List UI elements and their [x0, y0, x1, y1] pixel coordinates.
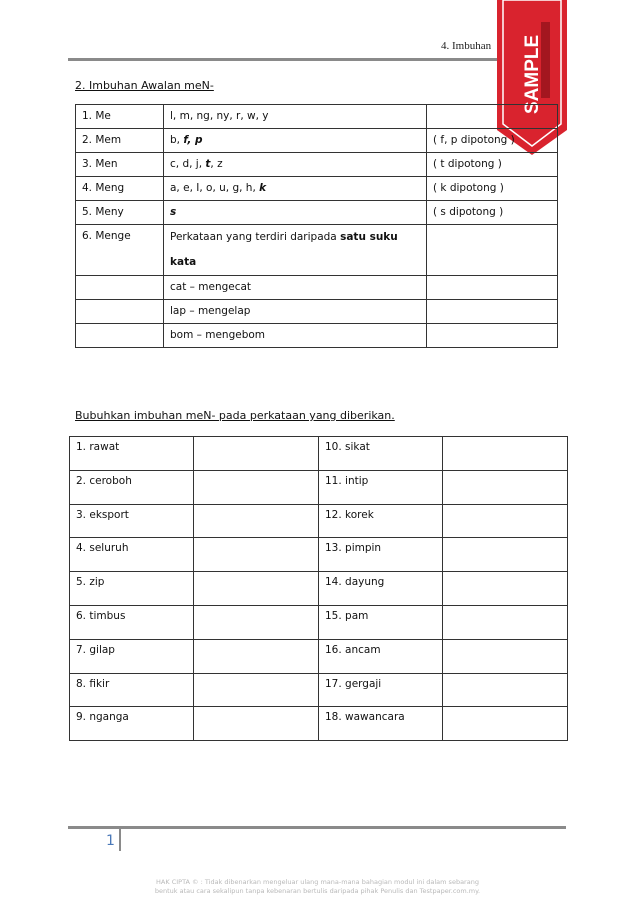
word-cell: 12. korek — [319, 504, 443, 538]
answer-cell[interactable] — [443, 673, 568, 707]
table-row — [70, 673, 568, 707]
letters-cell — [164, 177, 427, 201]
section2-heading: Bubuhkan imbuhan meN- pada perkataan yang diberikan. — [75, 409, 395, 422]
prefix-cell: 3. Men — [76, 153, 164, 177]
letters-tail: , z — [210, 158, 223, 170]
word-cell: 9. nganga — [70, 707, 194, 741]
letters-cell — [164, 201, 427, 225]
word-cell: 3. eksport — [70, 504, 194, 538]
exercise-table — [69, 436, 568, 741]
note-cell — [427, 225, 558, 276]
table-row — [76, 177, 558, 201]
note-cell: ( t dipotong ) — [427, 153, 558, 177]
copyright-notice — [0, 878, 635, 896]
word-cell: 2. ceroboh — [70, 470, 194, 504]
answer-cell[interactable] — [194, 538, 319, 572]
word-cell: 4. seluruh — [70, 538, 194, 572]
header-divider — [68, 58, 566, 61]
answer-cell[interactable] — [443, 437, 568, 471]
example-cell: bom – mengebom — [164, 324, 427, 348]
word-cell: 6. timbus — [70, 605, 194, 639]
letters-plain: a, e, I, o, u, g, h, — [170, 182, 260, 194]
awalan-table — [75, 104, 558, 348]
table-row — [76, 153, 558, 177]
table-row — [76, 225, 558, 276]
letters-bold: k — [259, 182, 267, 194]
table-row — [70, 572, 568, 606]
answer-cell[interactable] — [443, 639, 568, 673]
answer-cell[interactable] — [443, 572, 568, 606]
copyright-line: bentuk atau cara sekalipun tanpa kebenaran bertulis daripada pihak Penulis dan Testpaper.com.my. — [154, 887, 481, 895]
table-row — [70, 504, 568, 538]
table-row — [76, 201, 558, 225]
prefix-cell: 1. Me — [76, 105, 164, 129]
table-row — [70, 605, 568, 639]
answer-cell[interactable] — [443, 605, 568, 639]
word-cell: 14. dayung — [319, 572, 443, 606]
letters-plain: b, — [170, 134, 184, 146]
page-number-divider — [119, 829, 121, 851]
word-cell: 8. fikir — [70, 673, 194, 707]
answer-cell[interactable] — [194, 605, 319, 639]
word-cell: 11. intip — [319, 470, 443, 504]
word-cell: 16. ancam — [319, 639, 443, 673]
word-cell: 10. sikat — [319, 437, 443, 471]
answer-cell[interactable] — [194, 437, 319, 471]
word-cell: 18. wawancara — [319, 707, 443, 741]
note-cell — [427, 276, 558, 300]
answer-cell[interactable] — [194, 470, 319, 504]
page-number: 1 — [106, 833, 115, 849]
prefix-cell — [76, 324, 164, 348]
prefix-cell: 4. Meng — [76, 177, 164, 201]
prefix-cell — [76, 300, 164, 324]
answer-cell[interactable] — [443, 707, 568, 741]
note-cell — [427, 324, 558, 348]
letters-plain: Perkataan yang terdiri daripada — [170, 231, 341, 243]
table-row — [76, 300, 558, 324]
prefix-cell: 6. Menge — [76, 225, 164, 276]
letters-cell — [164, 153, 427, 177]
prefix-cell: 2. Mem — [76, 129, 164, 153]
letters-bold: t — [205, 158, 211, 170]
answer-cell[interactable] — [194, 639, 319, 673]
word-cell: 17. gergaji — [319, 673, 443, 707]
letters-cell — [164, 225, 427, 276]
example-cell: lap – mengelap — [164, 300, 427, 324]
answer-cell[interactable] — [194, 504, 319, 538]
table-row — [76, 105, 558, 129]
prefix-cell — [76, 276, 164, 300]
answer-cell[interactable] — [443, 470, 568, 504]
answer-cell[interactable] — [443, 538, 568, 572]
word-cell: 13. pimpin — [319, 538, 443, 572]
note-cell — [427, 105, 558, 129]
word-cell: 7. gilap — [70, 639, 194, 673]
table-row — [70, 538, 568, 572]
table-row — [76, 129, 558, 153]
answer-cell[interactable] — [194, 572, 319, 606]
letters-cell: l, m, ng, ny, r, w, y — [164, 105, 427, 129]
page-header-title: 4. Imbuhan — [441, 40, 492, 52]
note-cell: ( f, p dipotong ) — [427, 129, 558, 153]
letters-cell — [164, 129, 427, 153]
note-cell — [427, 300, 558, 324]
word-cell: 15. pam — [319, 605, 443, 639]
word-cell: 5. zip — [70, 572, 194, 606]
letters-bold: s — [170, 206, 177, 218]
note-cell: ( k dipotong ) — [427, 177, 558, 201]
answer-cell[interactable] — [194, 673, 319, 707]
copyright-line: HAK CIPTA © : Tidak dibenarkan mengeluar ulang mana-mana bahagian modul ini dalam sebarang — [156, 878, 479, 886]
answer-cell[interactable] — [194, 707, 319, 741]
answer-cell[interactable] — [443, 504, 568, 538]
table-row — [70, 639, 568, 673]
prefix-cell: 5. Meny — [76, 201, 164, 225]
table-row — [76, 324, 558, 348]
letters-plain: c, d, j, — [170, 158, 206, 170]
table-row — [70, 470, 568, 504]
note-cell: ( s dipotong ) — [427, 201, 558, 225]
section1-heading: 2. Imbuhan Awalan meN- — [75, 79, 214, 92]
word-cell: 1. rawat — [70, 437, 194, 471]
table-row — [70, 707, 568, 741]
table-row — [70, 437, 568, 471]
example-cell: cat – mengecat — [164, 276, 427, 300]
footer-divider — [68, 826, 566, 829]
sample-watermark-text: SAMPLE — [522, 34, 543, 114]
table-row — [76, 276, 558, 300]
letters-bold: satu suku kata — [170, 231, 398, 268]
letters-bold: f, p — [183, 134, 203, 146]
